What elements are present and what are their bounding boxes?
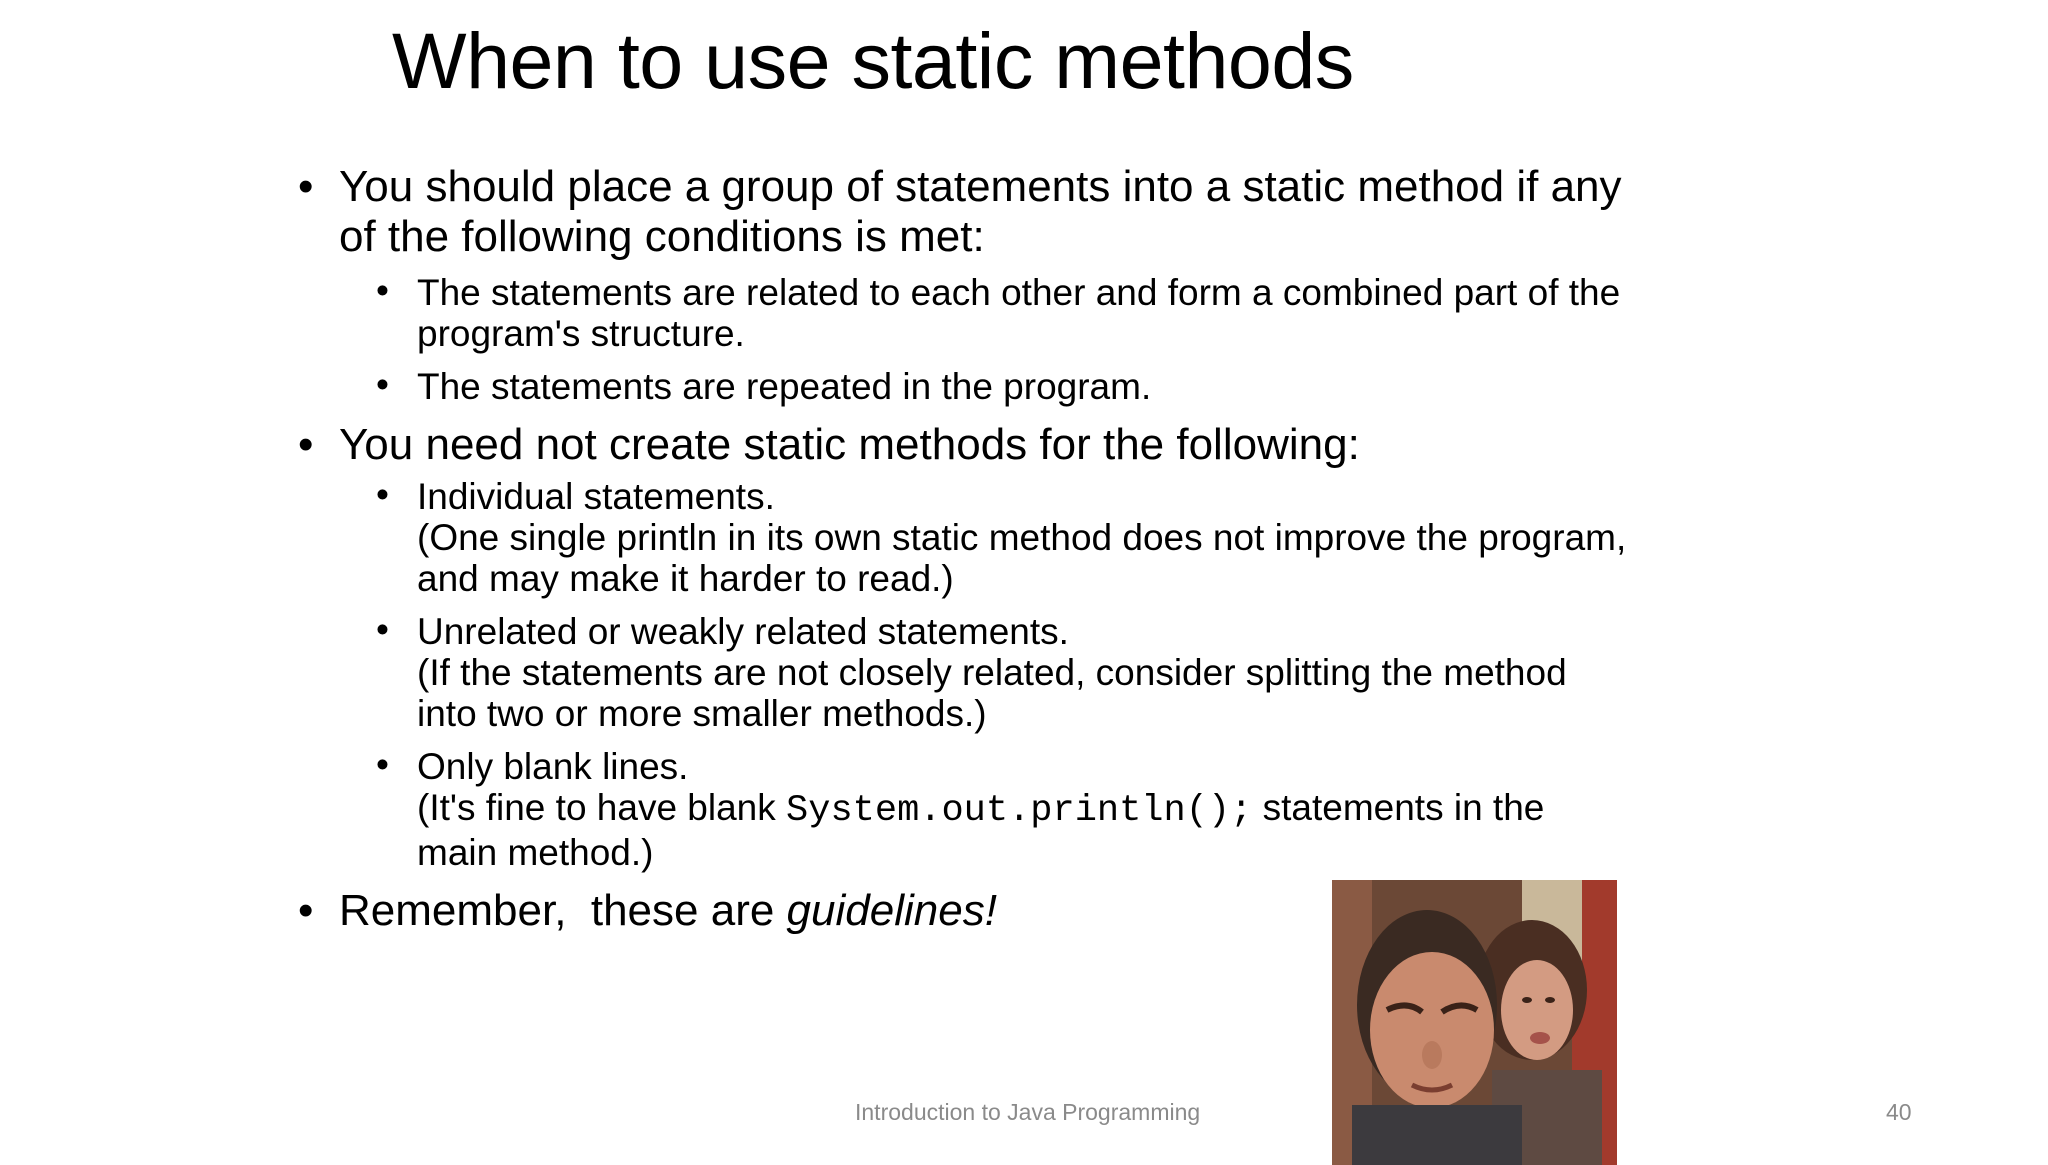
bullet-text-line: of the following conditions is met: xyxy=(339,212,985,261)
bullet-dot: • xyxy=(298,420,314,469)
bullet-text-line: You need not create static methods for the following: xyxy=(339,420,1360,469)
sub-bullet-line: (One single println in its own static method does not improve the program, xyxy=(417,517,1627,558)
bullet-dot: • xyxy=(376,474,389,515)
sub-bullet-line: Unrelated or weakly related statements. xyxy=(417,611,1069,652)
sub-bullet-line: program's structure. xyxy=(417,313,745,354)
sub-bullet-text: statements in the xyxy=(1252,787,1545,828)
sub-bullet-individual xyxy=(298,476,1758,599)
sub-bullet-repeated xyxy=(298,366,1758,407)
sub-bullet-line: The statements are related to each other and form a combined part of the xyxy=(417,272,1621,313)
sub-bullet-line: Individual statements. xyxy=(417,476,775,517)
bullet-need-not xyxy=(298,420,1758,873)
footer-course-title: Introduction to Java Programming xyxy=(855,1099,1201,1125)
bullet-dot: • xyxy=(376,364,389,405)
bullet-dot: • xyxy=(376,609,389,650)
bullet-text-line: You should place a group of statements into a static method if any xyxy=(339,162,1622,211)
sub-bullet-line: into two or more smaller methods.) xyxy=(417,693,987,734)
bullet-dot: • xyxy=(376,270,389,311)
bullet-text: Remember, these are xyxy=(339,886,787,935)
slide-title: When to use static methods xyxy=(392,16,1354,105)
photo-image xyxy=(1332,880,1617,1165)
page-number: 40 xyxy=(1886,1099,1912,1125)
sub-bullet-line: main method.) xyxy=(417,832,654,873)
sub-bullet-unrelated xyxy=(298,611,1758,734)
sub-bullet-line: Only blank lines. xyxy=(417,746,689,787)
sub-bullet-list xyxy=(339,272,1758,407)
sub-bullet-related xyxy=(298,272,1758,354)
code-snippet: System.out.println(); xyxy=(786,790,1253,832)
sub-bullet-line: and may make it harder to read.) xyxy=(417,558,954,599)
sub-bullet-line xyxy=(417,787,1758,832)
sub-bullet-text: (It's fine to have blank xyxy=(417,787,787,828)
bullet-dot: • xyxy=(376,744,389,785)
bullet-when-to-use xyxy=(298,162,1758,407)
slide-body xyxy=(298,162,1758,949)
bullet-dot: • xyxy=(298,162,314,211)
bullet-dot: • xyxy=(298,886,314,935)
photo-illustration xyxy=(1332,880,1617,1165)
emphasis-text: guidelines! xyxy=(786,886,997,935)
sub-bullet-list xyxy=(339,476,1758,873)
sub-bullet-line: The statements are repeated in the program. xyxy=(417,366,1152,407)
sub-bullet-line: (If the statements are not closely related, consider splitting the method xyxy=(417,652,1567,693)
sub-bullet-blank-lines xyxy=(298,746,1758,873)
